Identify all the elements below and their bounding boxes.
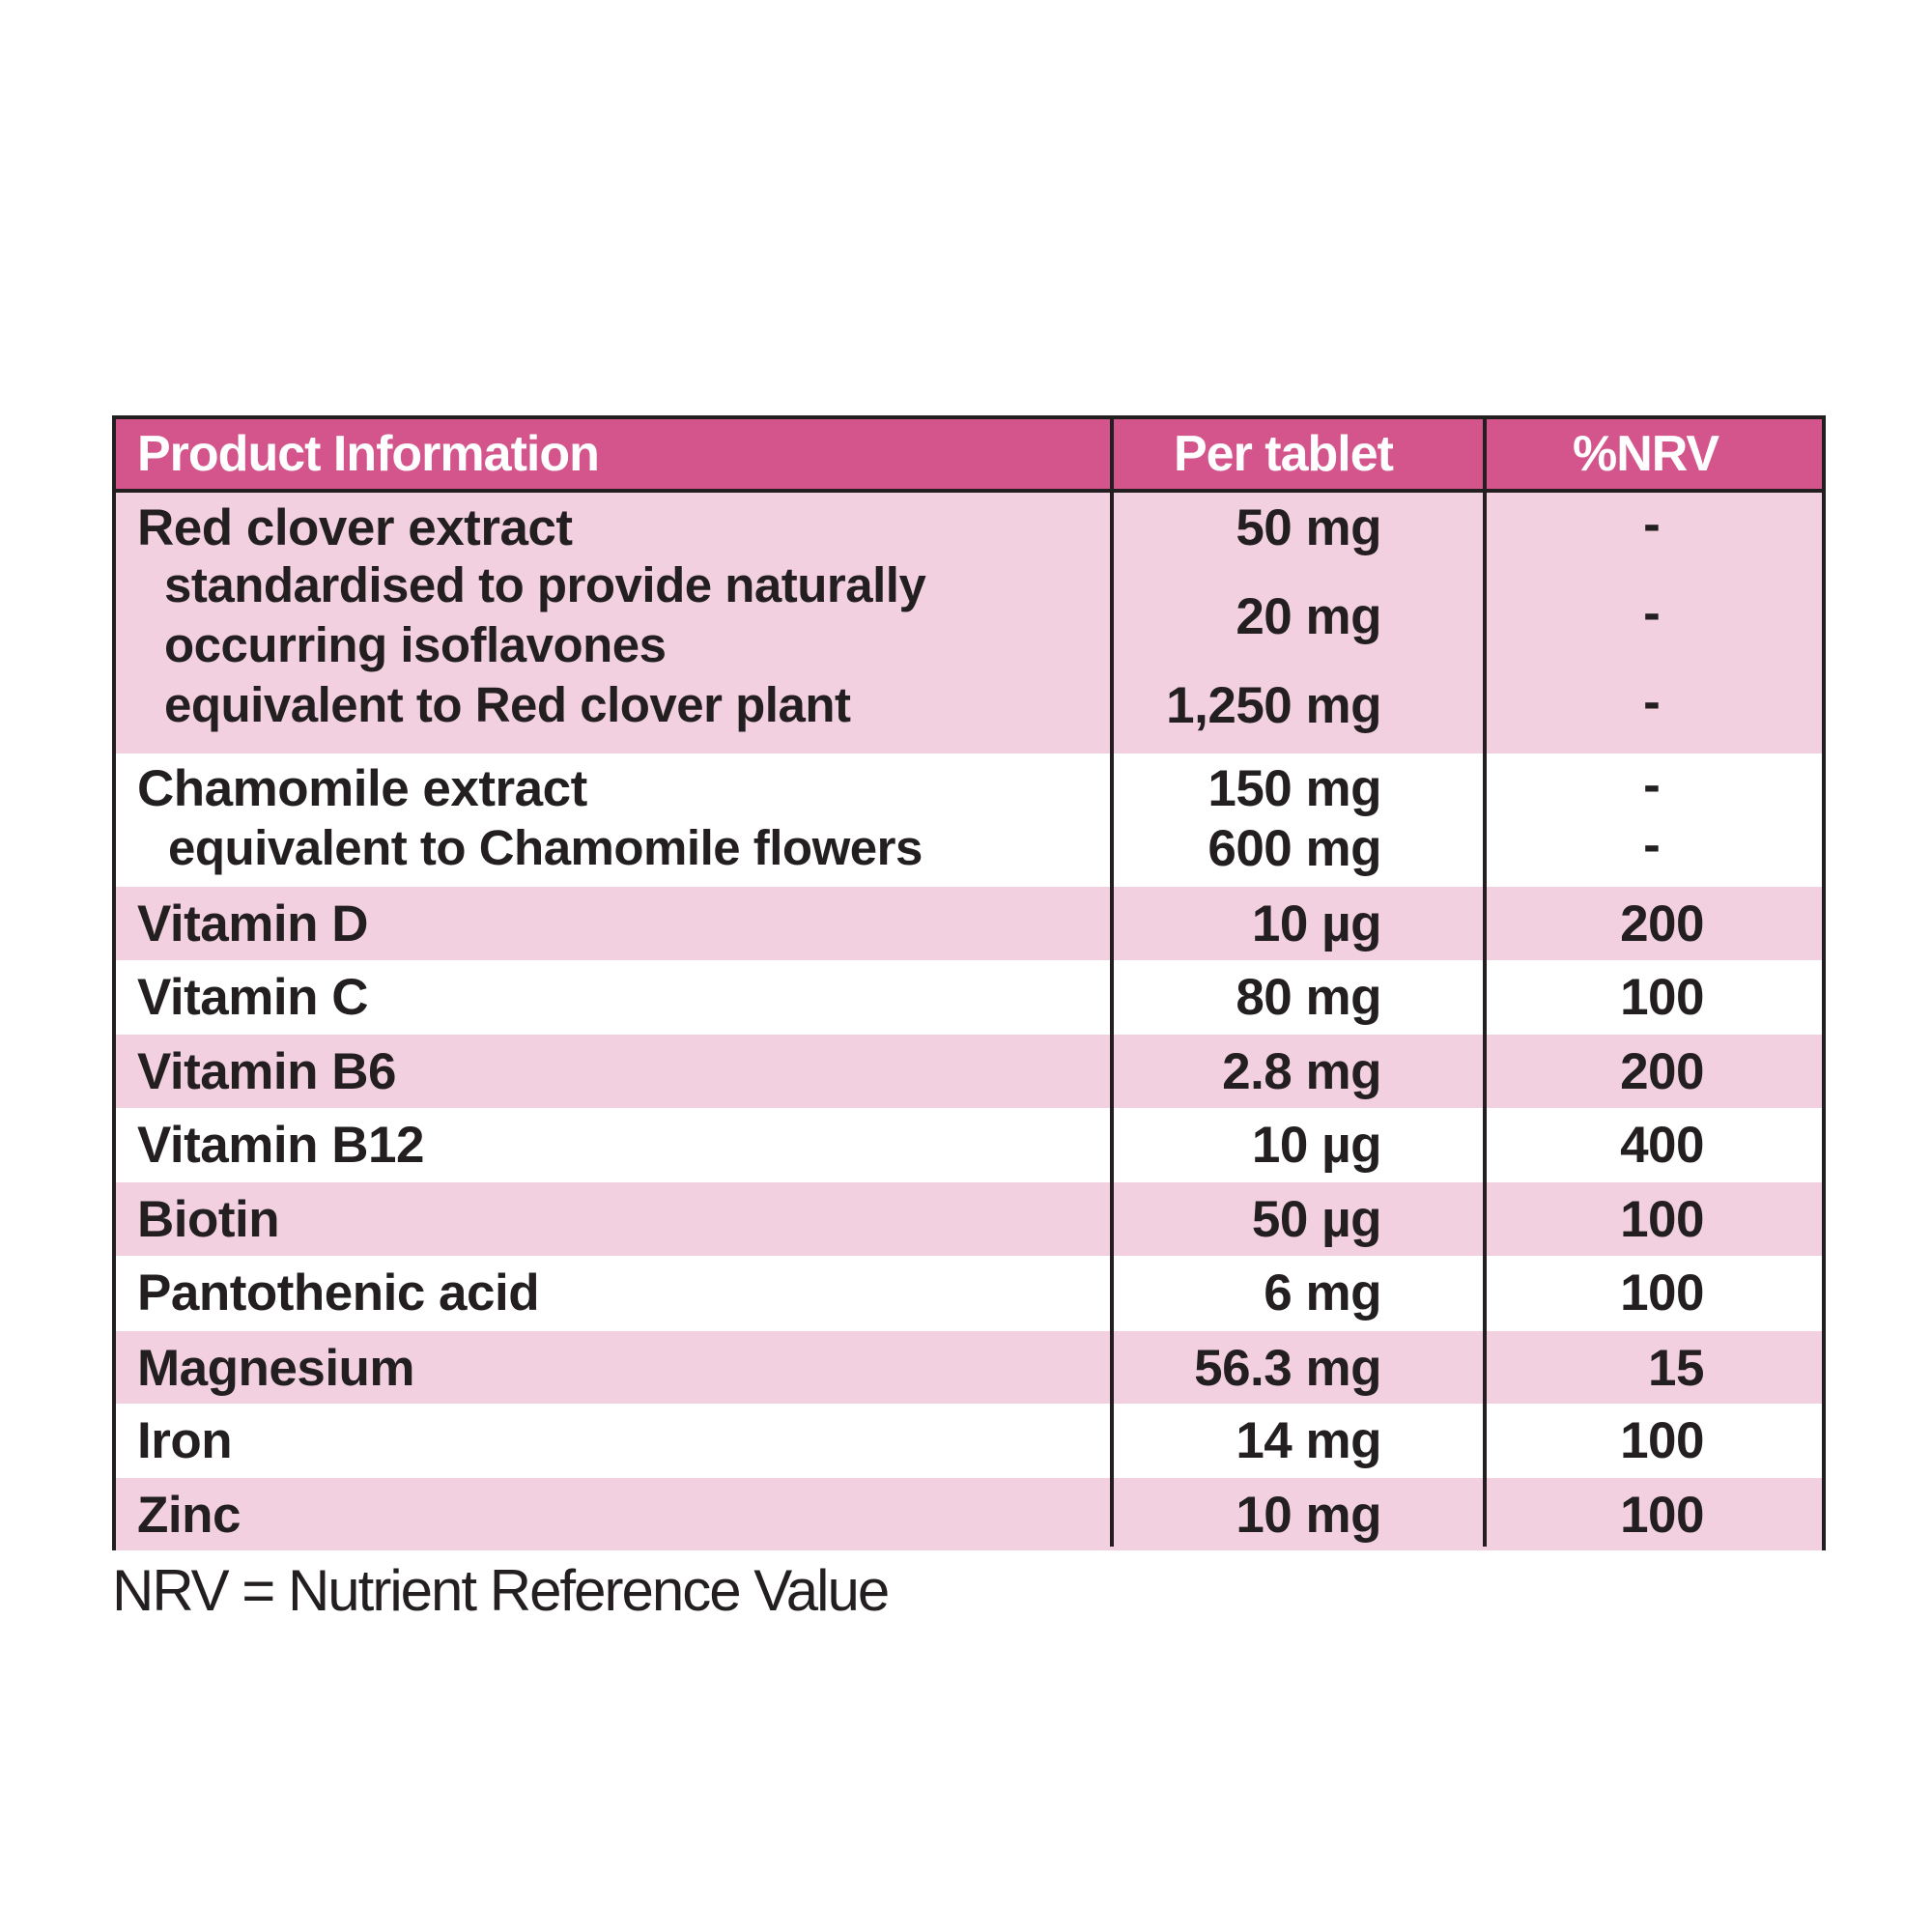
table-header — [116, 419, 1822, 493]
row-nrv: 200 — [1620, 895, 1704, 952]
row-amount: 2.8 mg — [1222, 1043, 1381, 1100]
chamomile-name: Chamomile extract — [137, 760, 587, 817]
table-row — [116, 1478, 1822, 1550]
row-name: Vitamin D — [137, 895, 368, 952]
table-row-chamomile — [116, 753, 1822, 887]
row-nrv: 100 — [1620, 1487, 1704, 1544]
table-row — [116, 1404, 1822, 1478]
row-name: Vitamin C — [137, 969, 368, 1026]
row-amount: 10 µg — [1251, 895, 1381, 952]
row-nrv: 400 — [1620, 1117, 1704, 1174]
row-name: Pantothenic acid — [137, 1264, 540, 1321]
red-clover-sub1-amount: 20 mg — [1236, 588, 1381, 645]
red-clover-sub1-line1: standardised to provide naturally — [164, 557, 926, 612]
row-amount: 10 mg — [1236, 1487, 1381, 1544]
table-row — [116, 1108, 1822, 1182]
red-clover-name: Red clover extract — [137, 499, 573, 556]
header-product-information: Product Information — [137, 426, 599, 482]
red-clover-amount: 50 mg — [1236, 499, 1381, 556]
row-amount: 56.3 mg — [1194, 1340, 1381, 1397]
chamomile-sub: equivalent to Chamomile flowers — [168, 820, 923, 875]
row-amount: 50 µg — [1251, 1191, 1381, 1248]
row-nrv: 100 — [1620, 1412, 1704, 1469]
row-amount: 6 mg — [1264, 1264, 1381, 1321]
chamomile-nrv: - — [1643, 756, 1661, 813]
row-nrv: 15 — [1648, 1340, 1704, 1397]
row-name: Zinc — [137, 1487, 241, 1544]
table-row — [116, 1256, 1822, 1331]
row-amount: 80 mg — [1236, 969, 1381, 1026]
footnote: NRV = Nutrient Reference Value — [112, 1558, 889, 1623]
chamomile-sub-amount: 600 mg — [1208, 820, 1381, 877]
red-clover-sub1-line2: occurring isoflavones — [164, 617, 667, 672]
nutrition-table — [112, 415, 1826, 1550]
row-name: Magnesium — [137, 1340, 415, 1397]
row-amount: 14 mg — [1236, 1412, 1381, 1469]
row-name: Vitamin B12 — [137, 1117, 424, 1174]
row-amount: 10 µg — [1251, 1117, 1381, 1174]
red-clover-sub2: equivalent to Red clover plant — [164, 677, 851, 732]
table-row — [116, 960, 1822, 1035]
row-nrv: 100 — [1620, 969, 1704, 1026]
row-name: Vitamin B6 — [137, 1043, 396, 1100]
column-divider — [1110, 419, 1114, 1547]
row-nrv: 200 — [1620, 1043, 1704, 1100]
header-per-tablet: Per tablet — [1174, 426, 1393, 482]
chamomile-amount: 150 mg — [1208, 760, 1381, 817]
red-clover-nrv: - — [1643, 496, 1661, 553]
row-name: Biotin — [137, 1191, 280, 1248]
row-name: Iron — [137, 1412, 233, 1469]
row-nrv: 100 — [1620, 1191, 1704, 1248]
red-clover-sub2-nrv: - — [1643, 673, 1661, 730]
red-clover-sub1-nrv: - — [1643, 584, 1661, 641]
red-clover-sub2-amount: 1,250 mg — [1166, 677, 1381, 734]
table-row — [116, 1035, 1822, 1108]
header-nrv: %NRV — [1573, 426, 1719, 482]
table-row-red-clover — [116, 493, 1822, 753]
column-divider — [1483, 419, 1487, 1547]
table-row — [116, 887, 1822, 960]
table-row — [116, 1331, 1822, 1404]
table-row — [116, 1182, 1822, 1256]
row-nrv: 100 — [1620, 1264, 1704, 1321]
chamomile-sub-nrv: - — [1643, 816, 1661, 873]
